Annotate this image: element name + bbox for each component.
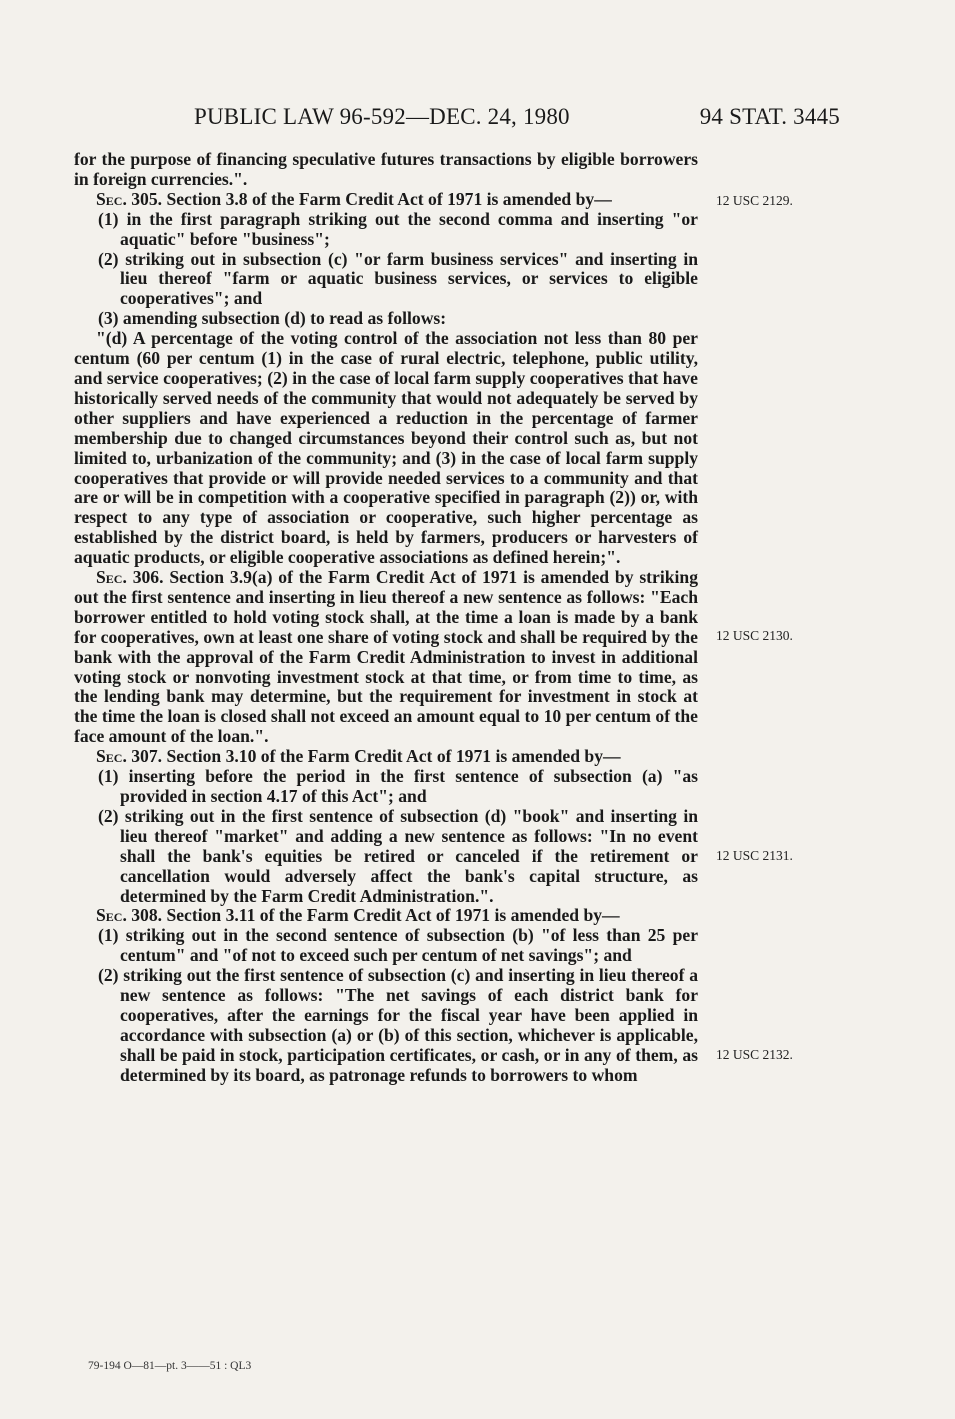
section-305: Sec. 305. Section 3.8 of the Farm Credit Act of 1971 is amended by— bbox=[96, 188, 612, 209]
running-head: PUBLIC LAW 96-592—DEC. 24, 1980 bbox=[194, 104, 570, 129]
paragraph: (1) striking out in the second sentence of subsection (b) "of less than 25 per centum" and "of not to exceed such per centum of net savings"; and bbox=[98, 925, 698, 966]
paragraph: (2) striking out in the first sentence of subsection (d) "book" and inserting in lieu thereof "market" and adding a new sentence as follows: "In no event shall the bank's equities be retired or canceled if the retirement or cancellation would adversely affect the bank's capital structure, as determined by the Farm Credit Administration.". bbox=[98, 805, 698, 906]
statute-page-number: 94 STAT. 3445 bbox=[699, 104, 840, 129]
paragraph: (1) in the first paragraph striking out the second comma and inserting "or aquatic" before "business"; bbox=[98, 208, 698, 249]
paragraph: (2) striking out in subsection (c) "or farm business services" and inserting in lieu thereof "farm or aquatic business services, or services to eligible cooperatives"; and bbox=[98, 248, 698, 309]
section-306: Sec. 306. Section 3.9(a) of the Farm Credit Act of 1971 is amended by striking out the first sentence and inserting in lieu thereof a new sentence as follows: "Each borrower entitled to hold voting stock shall, at the time a loan is made by a bank for cooperatives, own at least one share of voting stock and shall be required by the bank with the approval of the Farm Credit Administration to invest in additional voting stock or nonvoting investment stock at that time, or from time to time, as the lending bank may determine, but the requirement for investment in stock at the time the loan is closed shall not exceed an amount equal to 10 per centum of the face amount of the loan.". bbox=[74, 567, 698, 747]
section-307: Sec. 307. Section 3.10 of the Farm Credit Act of 1971 is amended by— bbox=[96, 746, 621, 767]
body-text bbox=[74, 150, 698, 1086]
paragraph: (3) amending subsection (d) to read as follows: bbox=[98, 308, 447, 329]
section-heading: Sec. 305. bbox=[96, 188, 163, 209]
paragraph: for the purpose of financing speculative futures transactions by eligible borrowers in foreign currencies.". bbox=[74, 149, 698, 189]
page-header bbox=[70, 104, 840, 136]
quoted-paragraph: "(d) A percentage of the voting control of the association not less than 80 per centum (60 per centum (1) in the case of rural electric, telephone, public utility, and service cooperatives; (2) in the case of local farm supply cooperatives that have historically served needs of the community that would not adequately be served by other suppliers and have experienced a reduction in the percentage of farmer membership due to changed circumstances beyond their control such as, but not limited to, urbanization of the community; and (3) in the case of local farm supply cooperatives that provide or will provide needed services to a community and that are or will be in competition with a cooperative specified in paragraph (2)) or, with respect to any type of association or cooperative, such higher percentage as established by the district board, is held by farmers, producers or harvesters of aquatic products, or eligible cooperative associations as defined herein;". bbox=[74, 328, 698, 568]
paragraph: (1) inserting before the period in the first sentence of subsection (a) "as provided in section 4.17 of this Act"; and bbox=[98, 766, 698, 806]
margin-citation: 12 USC 2129. bbox=[716, 193, 793, 208]
section-heading: Sec. 306. bbox=[96, 567, 164, 588]
margin-citation: 12 USC 2132. bbox=[716, 1047, 793, 1062]
margin-citation: 12 USC 2130. bbox=[716, 628, 793, 643]
section-heading: Sec. 307. bbox=[96, 746, 163, 767]
paragraph: (2) striking out the first sentence of subsection (c) and inserting in lieu thereof a new sentence as follows: "The net savings of each district bank for cooperatives, after the earnings for the fiscal year have been applied in accordance with subsection (a) or (b) of this section, whichever is applicable, shall be paid in stock, participation certificates, or cash, or in any of them, as determined by its board, as patronage refunds to borrowers to whom bbox=[98, 965, 698, 1085]
margin-citation: 12 USC 2131. bbox=[716, 848, 793, 863]
section-308: Sec. 308. Section 3.11 of the Farm Credit Act of 1971 is amended by— bbox=[96, 905, 620, 926]
print-footer: 79-194 O—81—pt. 3——51 : QL3 bbox=[88, 1360, 252, 1372]
section-heading: Sec. 308. bbox=[96, 905, 163, 926]
